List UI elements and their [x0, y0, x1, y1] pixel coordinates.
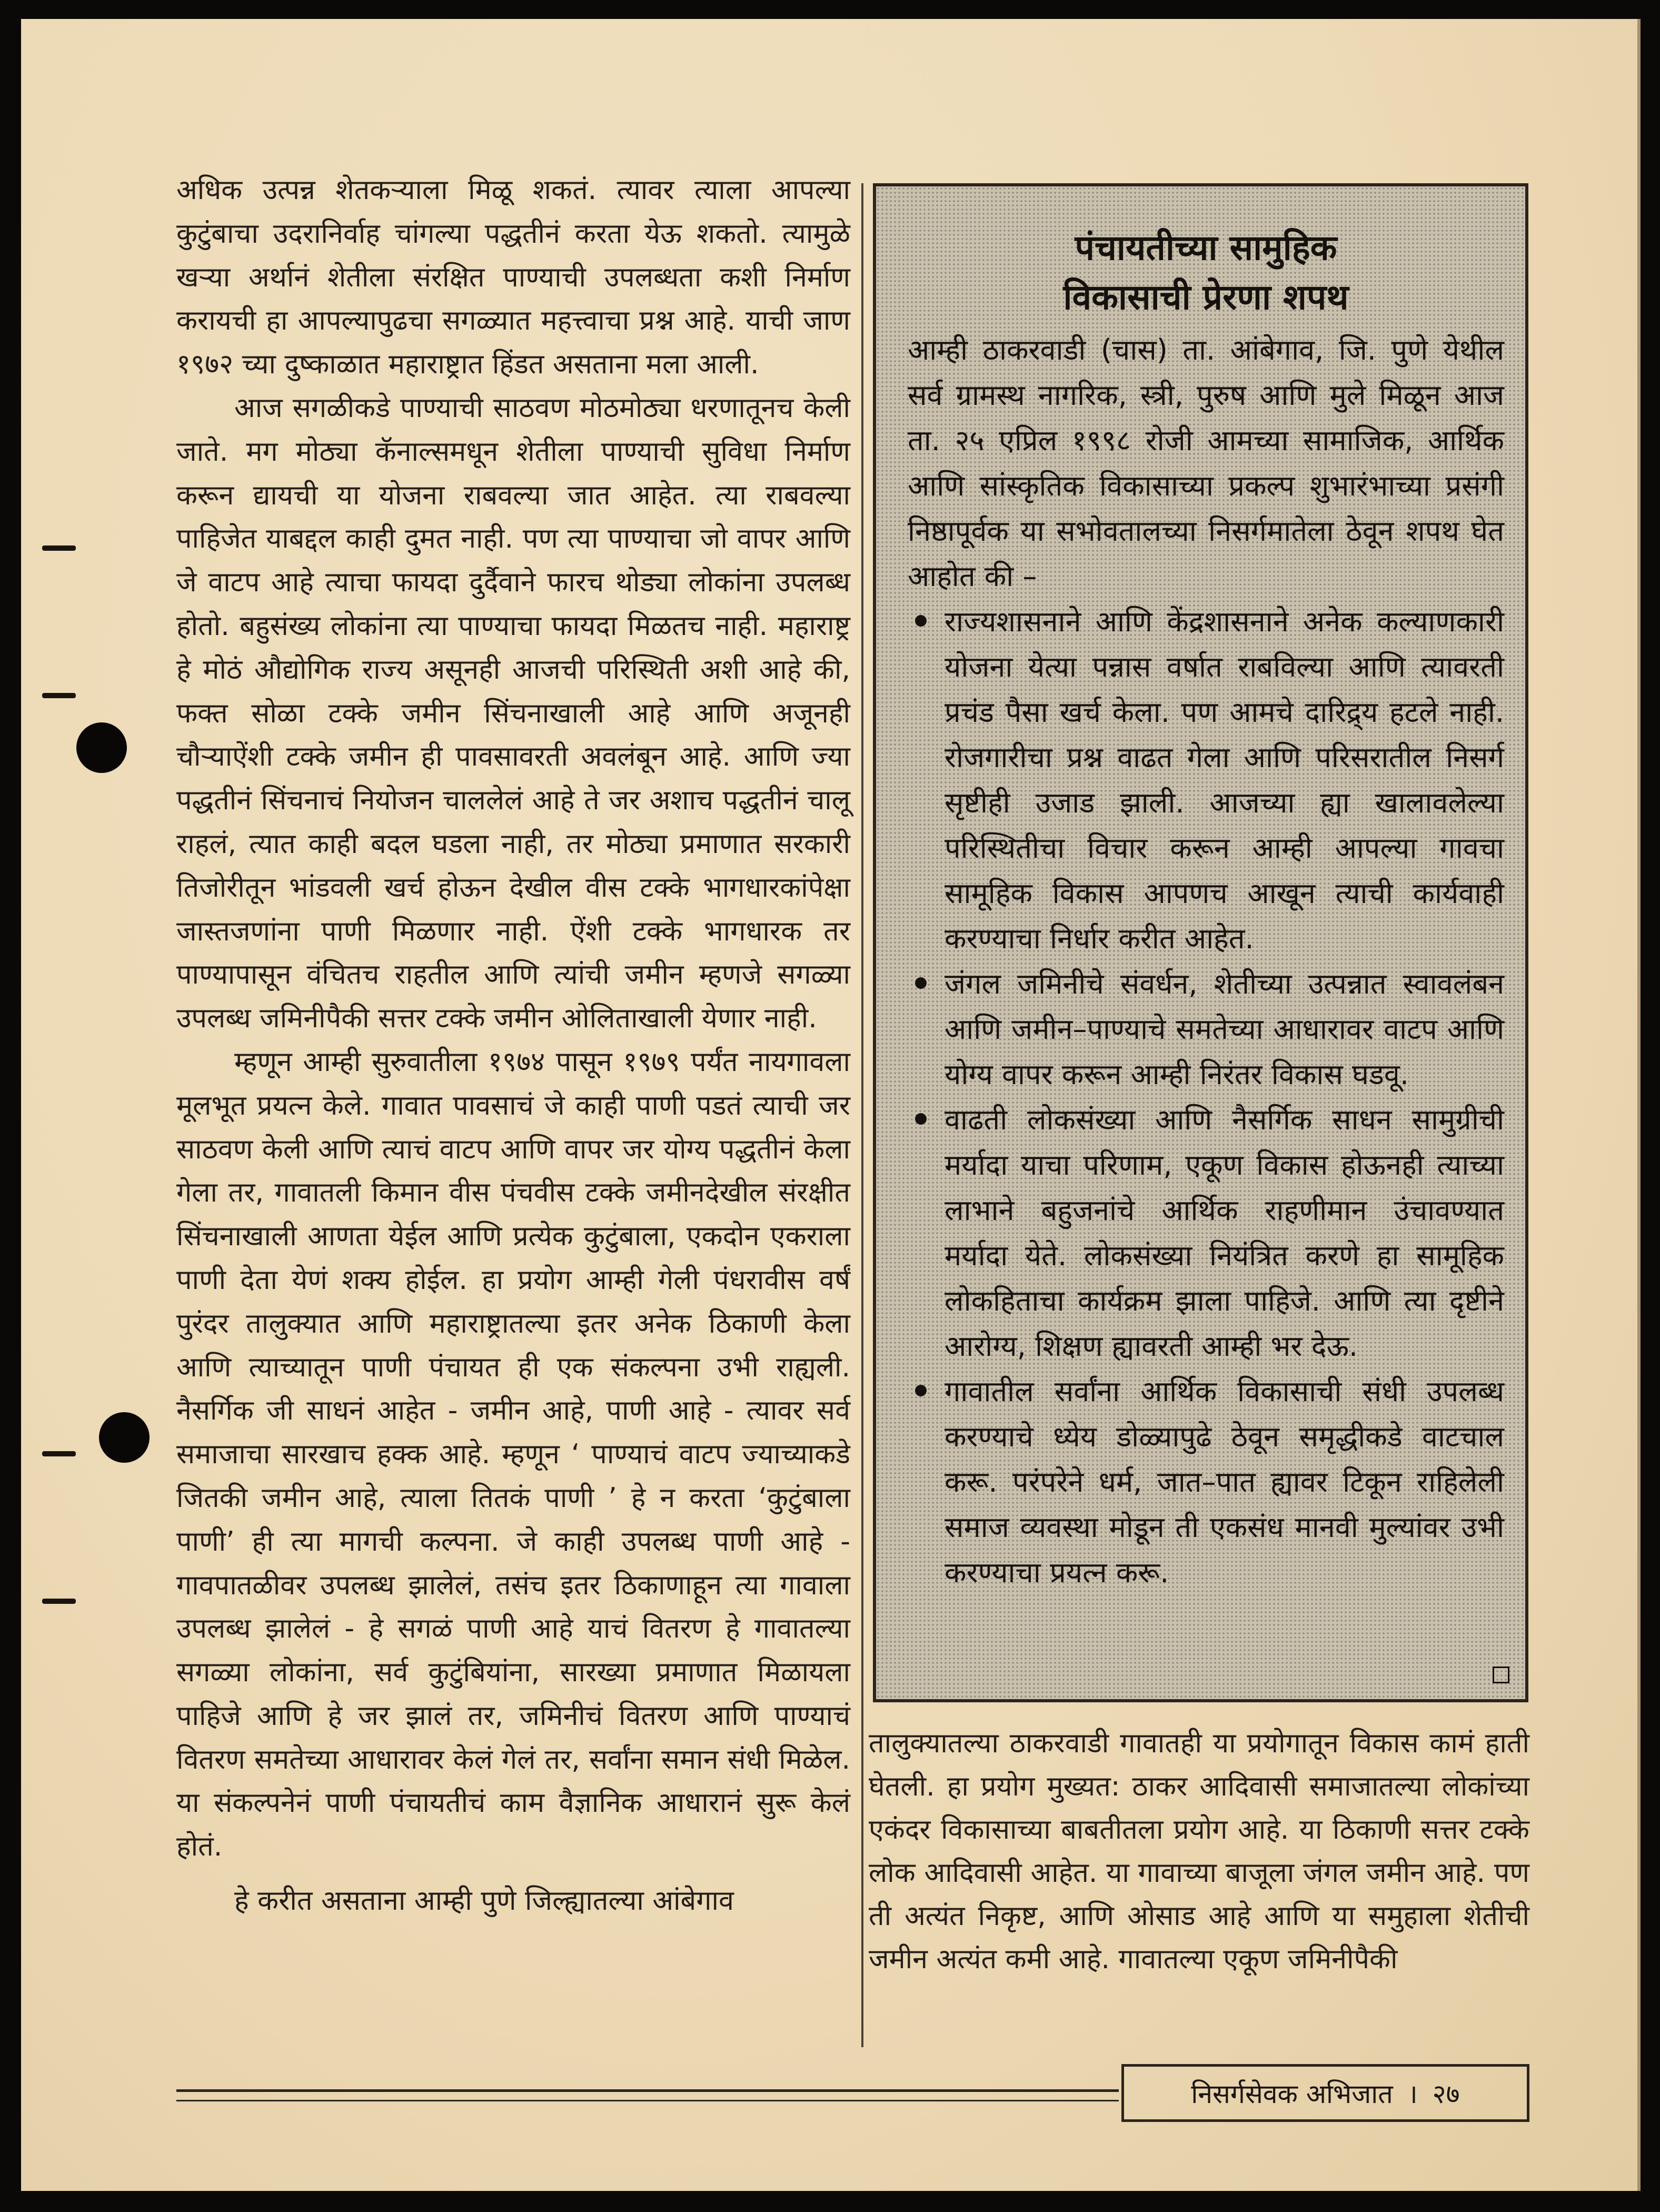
punch-hole — [76, 722, 127, 773]
bullet-icon — [915, 977, 927, 989]
binding-mark — [42, 545, 76, 551]
pledge-point — [908, 599, 1504, 961]
punch-hole — [99, 1412, 150, 1463]
paragraph: आज सगळीकडे पाण्याची साठवण मोठमोठ्या धरणातूनच केली जाते. मग मोठ्या कॅनाल्समधून शेतीला पाण्याची सुविधा निर्माण करून द्यायची या योजना राबवल्या जात आहेत. त्या राबवल्या पाहिजेत याबद्दल काही दुमत नाही. पण त्या पाण्याचा जो वापर आणि जे वाटप आहे त्याचा फायदा दुर्दैवाने फारच थोड्या लोकांना उपलब्ध होतो. बहुसंख्य लोकांना त्या पाण्याचा फायदा मिळतच नाही. महाराष्ट्र हे मोठं औद्योगिक राज्य असूनही आजची परिस्थिती अशी आहे की, फक्त सोळा टक्के जमीन सिंचनाखाली आहे आणि अजूनही चौऱ्याऐंशी टक्के जमीन ही पावसावरती अवलंबून आहे. आणि ज्या पद्धतीनं सिंचनाचं नियोजन चाललेलं आहे ते जर अशाच पद्धतीनं चालू राहलं, त्यात काही बदल घडला नाही, तर मोठ्या प्रमाणात सरकारी तिजोरीतून भांडवली खर्च होऊन देखील वीस टक्के भागधारकांपेक्षा जास्तजणांना पाणी मिळणार नाही. ऐंशी टक्के भागधारक तर पाण्यापासून वंचितच राहतील आणि त्यांची जमीन म्हणजे सगळ्या उपलब्ध जमिनीपैकी सत्तर टक्के जमीन ओलिताखाली येणार नाही. — [176, 392, 850, 1035]
pledge-point — [908, 1097, 1504, 1369]
pledge-point-text: जंगल जमिनीचे संवर्धन, शेतीच्या उत्पन्नात स्वावलंबन आणि जमीन–पाण्याचे समतेच्या आधारावर वाटप आणि योग्य वापर करून आम्ही निरंतर विकास घडवू. — [945, 967, 1504, 1091]
bullet-icon — [915, 615, 927, 627]
column-divider — [861, 183, 863, 2047]
end-mark-icon — [1493, 1667, 1509, 1683]
pledge-title — [908, 223, 1504, 322]
binding-mark — [42, 1451, 76, 1456]
bullet-icon — [915, 1113, 927, 1125]
folio-separator: । — [1407, 2079, 1418, 2109]
publication-name: निसर्गसेवक अभिजात — [1191, 2079, 1393, 2109]
pledge-point-text: राज्यशासनाने आणि केंद्रशासनाने अनेक कल्याणकारी योजना येत्या पन्नास वर्षात राबविल्या आणि त्यावरती प्रचंड पैसा खर्च केला. पण आमचे दारिद्र्य हटले नाही. रोजगारीचा प्रश्न वाढत गेला आणि परिसरातील निसर्ग सृष्टीही उजाड झाली. आजच्या ह्या खालावलेल्या परिस्थितीचा विचार करून आम्ही आपल्या गावचा सामूहिक विकास आपणच आखून त्याची कार्यवाही करण्याचा निर्धार करीत आहेत. — [945, 605, 1504, 955]
pledge-points — [908, 599, 1504, 1595]
right-column-bottom — [869, 1722, 1529, 1981]
pledge-point-text: वाढती लोकसंख्या आणि नैसर्गिक साधन सामुग्रीची मर्यादा याचा परिणाम, एकूण विकास होऊनही त्याच्या लाभाने बहुजनांचे आर्थिक राहणीमान उंचावण्यात मर्यादा येते. लोकसंख्या नियंत्रित करणे हा सामूहिक लोकहिताचा कार्यक्रम झाला पाहिजे. आणि त्या दृष्टीने आरोग्य, शिक्षण ह्यावरती आम्ही भर देऊ. — [945, 1103, 1504, 1363]
pledge-box — [873, 183, 1528, 1702]
pledge-intro: आम्ही ठाकरवाडी (चास) ता. आंबेगाव, जि. पुणे येथील सर्व ग्रामस्थ नागरिक, स्त्री, पुरुष आणि मुले मिळून आज ता. २५ एप्रिल १९९८ रोजी आमच्या सामाजिक, आर्थिक आणि सांस्कृतिक विकासाच्या प्रकल्प शुभारंभाच्या प्रसंगी निष्ठापूर्वक या सभोवतालच्या निसर्गमातेला ठेवून शपथ घेत आहोत की – — [908, 333, 1504, 593]
left-column — [176, 168, 850, 1923]
pledge-title-line1: पंचायतीच्या सामुहिक — [1075, 227, 1337, 268]
paragraph: हे करीत असताना आम्ही पुणे जिल्ह्यातल्या आंबेगाव — [234, 1885, 734, 1917]
footer-folio — [1121, 2064, 1529, 2122]
pledge-title-line2: विकासाची प्रेरणा शपथ — [1063, 277, 1349, 318]
binding-mark — [42, 1599, 76, 1604]
pledge-point — [908, 961, 1504, 1097]
paragraph: अधिक उत्पन्न शेतकऱ्याला मिळू शकतं. त्यावर त्याला आपल्या कुटुंबाचा उदरानिर्वाह चांगल्या पद्धतीनं करता येऊ शकतो. त्यामुळे खऱ्या अर्थानं शेतीला संरक्षित पाण्याची उपलब्धता कशी निर्माण करायची हा आपल्यापुढचा सगळ्यात महत्त्वाचा प्रश्न आहे. याची जाण १९७२ च्या दुष्काळात महाराष्ट्रात हिंडत असताना मला आली. — [176, 174, 850, 381]
footer-rule — [176, 2089, 1119, 2092]
footer-rule — [176, 2100, 1119, 2101]
paragraph: म्हणून आम्ही सुरुवातीला १९७४ पासून १९७९ पर्यंत नायगावला मूलभूत प्रयत्न केले. गावात पावसाचं जे काही पाणी पडतं त्याची जर साठवण केली आणि त्याचं वाटप आणि वापर जर योग्य पद्धतीनं केला गेला तर, गावातली किमान वीस पंचवीस टक्के जमीनदेखील संरक्षीत सिंचनाखाली आणता येईल आणि प्रत्येक कुटुंबाला, एकदोन एकराला पाणी देता येणं शक्य होईल. हा प्रयोग आम्ही गेली पंधरावीस वर्षं पुरंदर तालुक्यात आणि महाराष्ट्रातल्या इतर अनेक ठिकाणी केला आणि त्याच्यातून पाणी पंचायत ही एक संकल्पना उभी राह्यली. नैसर्गिक जी साधनं आहेत - जमीन आहे, पाणी आहे - त्यावर सर्व समाजाचा सारखाच हक्क आहे. म्हणून ‘ पाण्याचं वाटप ज्याच्याकडे जितकी जमीन आहे, त्याला तितकं पाणी ’ हे न करता ‘कुटुंबाला पाणी’ ही त्या मागची कल्पना. जे काही उपलब्ध पाणी आहे - गावपातळीवर उपलब्ध झालेलं, तसंच इतर ठिकाणाहून त्या गावाला उपलब्ध झालेलं - हे सगळं पाणी आहे याचं वितरण हे गावातल्या सगळ्या लोकांना, सर्व कुटुंबियांना, सारख्या प्रमाणात मिळायला पाहिजे आणि हे जर झालं तर, जमिनीचं वितरण आणि पाण्याचं वितरण समतेच्या आधारावर केलं गेलं तर, सर्वांना समान संधी मिळेल. या संकल्पनेनं पाणी पंचायतीचं काम वैज्ञानिक आधारानं सुरू केलं होतं. — [176, 1046, 850, 1863]
paragraph: तालुक्यातल्या ठाकरवाडी गावातही या प्रयोगातून विकास कामं हाती घेतली. हा प्रयोग मुख्यत: ठाकर आदिवासी समाजातल्या लोकांच्या एकंदर विकासाच्या बाबतीतला प्रयोग आहे. या ठिकाणी सत्तर टक्के लोक आदिवासी आहेत. या गावाच्या बाजूला जंगल जमीन आहे. पण ती अत्यंत निकृष्ट, आणि ओसाड आहे आणि या समुहाला शेतीची जमीन अत्यंत कमी आहे. गावातल्या एकूण जमिनीपैकी — [869, 1728, 1529, 1975]
pledge-point — [908, 1369, 1504, 1595]
binding-mark — [42, 693, 76, 698]
bullet-icon — [915, 1385, 927, 1396]
pledge-point-text: गावातील सर्वांना आर्थिक विकासाची संधी उपलब्ध करण्याचे ध्येय डोळ्यापुढे ठेवून समृद्धीकडे वाटचाल करू. परंपरेने धर्म, जात–पात ह्यावर टिकून राहिलेली समाज व्यवस्था मोडून ती एकसंध मानवी मुल्यांवर उभी करण्याचा प्रयत्न करू. — [945, 1375, 1504, 1589]
page-number: २७ — [1432, 2079, 1460, 2109]
